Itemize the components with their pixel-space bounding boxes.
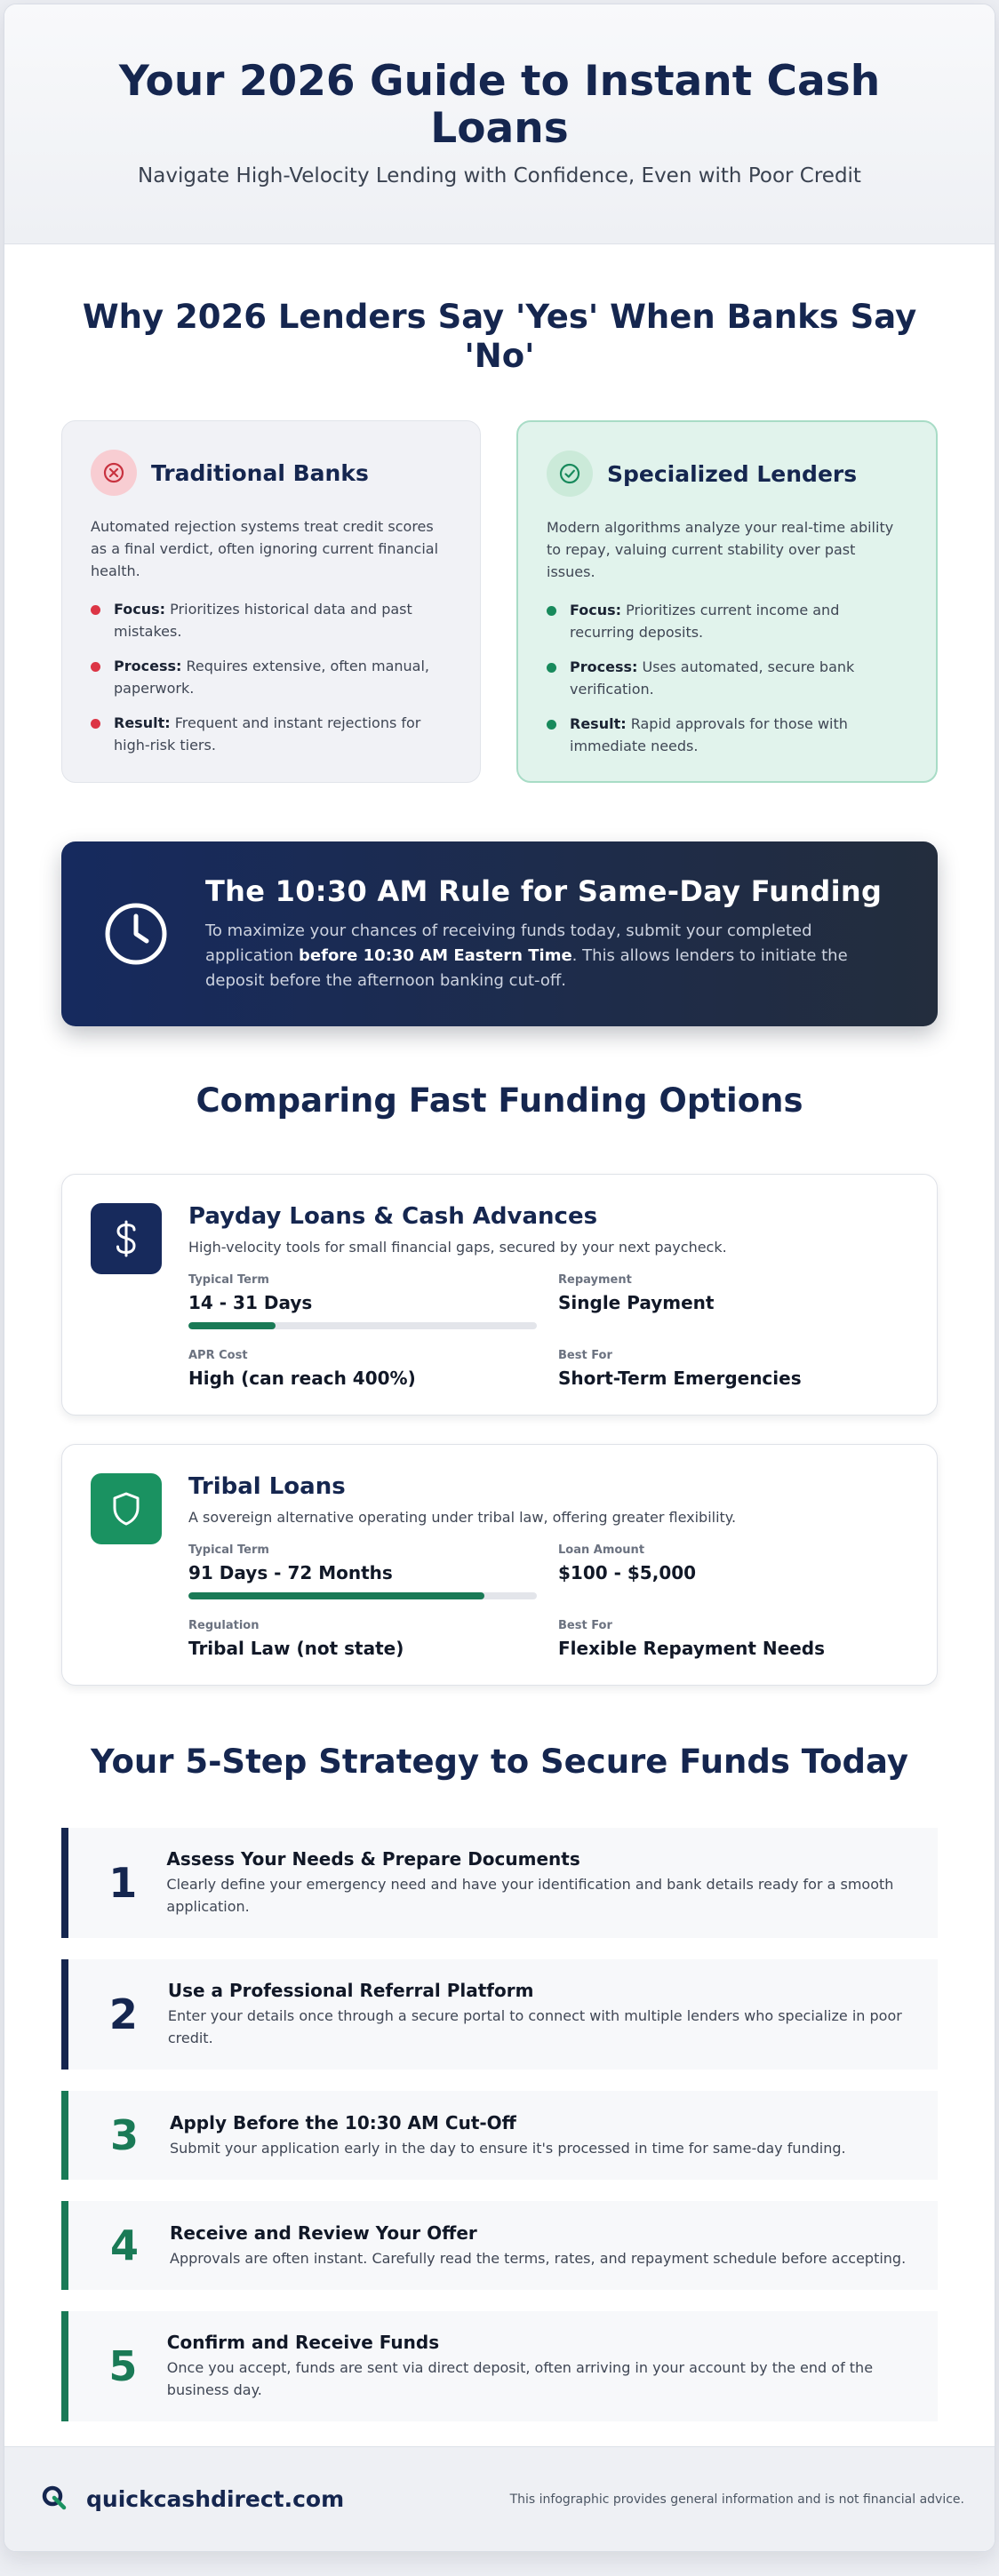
stat-label: Regulation (188, 1619, 260, 1632)
clock-icon (102, 900, 170, 968)
page-footer (4, 2446, 995, 2551)
stat-label: Typical Term (188, 1273, 269, 1287)
list-item: Focus: Prioritizes current income and recurring deposits. (547, 599, 907, 643)
stat-value: Short-Term Emergencies (558, 1368, 802, 1389)
step-description: Enter your details once through a secure portal to connect with multiple lenders who specialize in poor credit. (167, 2007, 902, 2046)
list-item: Process: Uses automated, secure bank verification. (547, 656, 907, 700)
infographic-page (4, 4, 995, 2552)
dollar-icon (91, 1203, 162, 1274)
traditional-banks-list (91, 598, 452, 756)
payday-loans-title: Payday Loans & Cash Advances (188, 1203, 598, 1230)
stat-label: Best For (558, 1349, 612, 1362)
steps-section-title: Your 5-Step Strategy to Secure Funds Today (91, 1743, 908, 1781)
step-number: 1 (108, 1859, 138, 1907)
traditional-banks-intro: Automated rejection systems treat credit scores as a final verdict, often ignoring current financial health. (91, 518, 439, 579)
stat-value: 14 - 31 Days (188, 1292, 313, 1313)
step-number: 2 (108, 1990, 138, 2038)
step-item-1 (61, 1828, 938, 1938)
tribal-loans-description: A sovereign alternative operating under tribal law, offering greater flexibility. (188, 1509, 737, 1526)
step-title: Use a Professional Referral Platform (167, 1980, 534, 2001)
disclaimer-text: This infographic provides general information and is not financial advice. (509, 2492, 964, 2507)
step-title: Receive and Review Your Offer (170, 2221, 477, 2244)
term-progress-bar (188, 1592, 537, 1599)
step-item-2 (61, 1959, 938, 2070)
tribal-loans-title: Tribal Loans (188, 1473, 346, 1500)
stat-label: Typical Term (188, 1543, 269, 1557)
stat-label: Best For (558, 1619, 612, 1632)
step-number: 3 (109, 2111, 139, 2159)
brand (40, 2484, 344, 2516)
step-number: 4 (109, 2221, 139, 2269)
step-description: Once you accept, funds are sent via direct deposit, often arriving in your account by the end of the business day. (166, 2359, 874, 2398)
page-title: Your 2026 Guide to Instant Cash Loans (118, 57, 881, 153)
tribal-loans-card (61, 1444, 938, 1686)
specialized-lenders-intro: Modern algorithms analyze your real-time ability to repay, valuing current stability over past issues. (547, 519, 894, 580)
step-item-4 (61, 2201, 938, 2290)
payday-loans-card (61, 1174, 938, 1416)
rule-text: To maximize your chances of receiving funds today, submit your completed application before 10:30 AM Eastern Time. This allows lenders to initiate the deposit before the afternoon banking cut-off. (205, 921, 848, 990)
payday-loans-description: High-velocity tools for small financial gaps, secured by your next paycheck. (188, 1239, 727, 1256)
traditional-banks-card (61, 420, 481, 783)
stat-value: High (can reach 400%) (188, 1368, 416, 1389)
term-progress-bar (188, 1322, 537, 1329)
step-title: Assess Your Needs & Prepare Documents (166, 1848, 580, 1870)
stat-value: $100 - $5,000 (558, 1562, 697, 1583)
stat-value: Single Payment (558, 1292, 715, 1313)
page-header (4, 4, 995, 244)
same-day-rule-banner (61, 841, 938, 1026)
stat-label: APR Cost (188, 1349, 248, 1362)
step-title: Apply Before the 10:30 AM Cut-Off (170, 2111, 516, 2133)
step-description: Submit your application early in the day to ensure it's processed in time for same-day funding. (170, 2139, 846, 2157)
page-subtitle: Navigate High-Velocity Lending with Confidence, Even with Poor Credit (138, 164, 861, 187)
stat-label: Repayment (558, 1273, 632, 1287)
stat-label: Loan Amount (558, 1543, 645, 1557)
traditional-banks-title: Traditional Banks (151, 459, 369, 486)
shield-icon (91, 1473, 162, 1544)
step-title: Confirm and Receive Funds (166, 2332, 440, 2353)
specialized-lenders-list (547, 599, 907, 757)
funding-section-title: Comparing Fast Funding Options (196, 1081, 803, 1120)
specialized-lenders-card (516, 420, 938, 783)
step-description: Approvals are often instant. Carefully read the terms, rates, and repayment schedule before accepting. (170, 2249, 907, 2267)
rule-title: The 10:30 AM Rule for Same-Day Funding (205, 874, 883, 908)
steps-list (61, 1828, 938, 2421)
step-item-5 (61, 2311, 938, 2421)
list-item: Result: Rapid approvals for those with immediate needs. (547, 713, 907, 757)
why-section-title: Why 2026 Lenders Say 'Yes' When Banks Say 'No' (82, 298, 917, 375)
list-item: Process: Requires extensive, often manual, paperwork. (91, 655, 452, 699)
check-circle-icon (547, 451, 593, 497)
list-item: Result: Frequent and instant rejections for high-risk tiers. (91, 712, 452, 756)
brand-name[interactable]: quickcashdirect.com (86, 2486, 345, 2512)
step-description: Clearly define your emergency need and have your identification and bank details ready for a smooth application. (166, 1876, 894, 1915)
step-item-3 (61, 2091, 938, 2180)
stat-value: 91 Days - 72 Months (188, 1562, 393, 1583)
comparison-cards (61, 420, 938, 783)
stat-value: Tribal Law (not state) (188, 1638, 404, 1659)
list-item: Focus: Prioritizes historical data and past mistakes. (91, 598, 452, 642)
stat-value: Flexible Repayment Needs (558, 1638, 825, 1659)
step-number: 5 (108, 2342, 138, 2390)
x-circle-icon (91, 450, 137, 496)
specialized-lenders-title: Specialized Lenders (607, 460, 858, 487)
q-logo-icon (40, 2484, 68, 2516)
